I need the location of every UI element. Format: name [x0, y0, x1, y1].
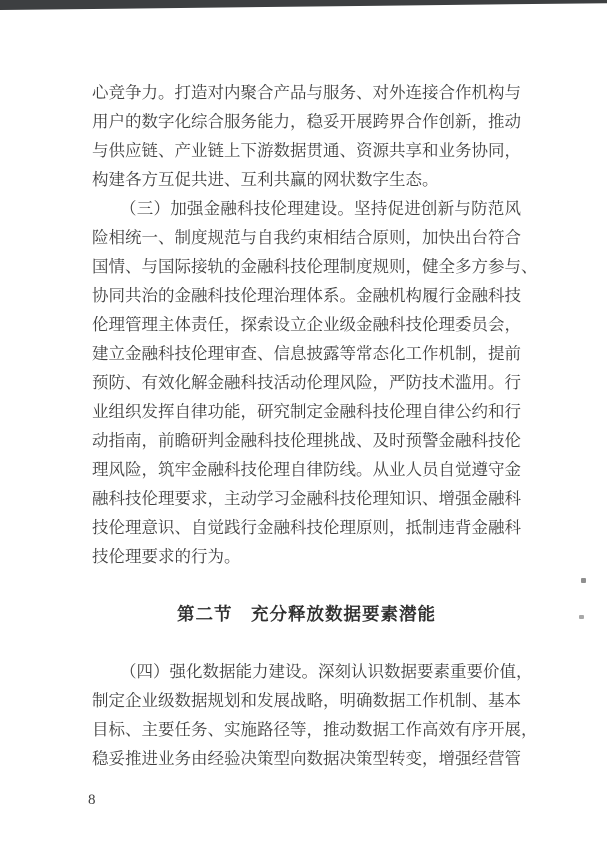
- text-line: 目标、主要任务、实施路径等，推动数据工作高效有序开展，: [92, 720, 538, 739]
- text-line: 伦理管理主体责任，探索设立企业级金融科技伦理委员会，: [92, 315, 521, 334]
- page-content: [92, 78, 538, 773]
- text-line: 国情、与国际接轨的金融科技伦理制度规则，健全多方参与、: [92, 257, 538, 276]
- scan-speck: [581, 578, 586, 583]
- paragraph-item-four: [92, 657, 538, 773]
- scan-speck: [579, 615, 584, 619]
- text-line: （三）加强金融科技伦理建设。坚持促进创新与防范风: [120, 199, 521, 218]
- text-line: 心竞争力。打造对内聚合产品与服务、对外连接合作机构与: [92, 83, 521, 102]
- text-line: 业组织发挥自律功能，研究制定金融科技伦理自律公约和行: [92, 402, 521, 421]
- text-line: 动指南，前瞻研判金融科技伦理挑战、及时预警金融科技伦: [92, 431, 521, 450]
- text-line: （四）强化数据能力建设。深刻认识数据要素重要价值，: [120, 662, 533, 681]
- text-line: 稳妥推进业务由经验决策型向数据决策型转变，增强经营管: [92, 749, 521, 768]
- section-heading: 第二节 充分释放数据要素潜能: [177, 604, 436, 624]
- text-line: 与供应链、产业链上下游数据贯通、资源共享和业务协同，: [92, 141, 521, 160]
- text-line: 构建各方互促共进、互利共赢的网状数字生态。: [92, 170, 439, 189]
- text-line: 理风险，筑牢金融科技伦理自律防线。从业人员自觉遵守金: [92, 460, 521, 479]
- text-line: 融科技伦理要求，主动学习金融科技伦理知识、增强金融科: [92, 489, 521, 508]
- scan-edge-artifact: [0, 0, 607, 10]
- paragraph-item-three: [92, 194, 538, 571]
- text-line: 制定企业级数据规划和发展战略，明确数据工作机制、基本: [92, 691, 521, 710]
- text-line: 技伦理要求的行为。: [92, 547, 241, 566]
- text-line: 建立金融科技伦理审查、信息披露等常态化工作机制，提前: [92, 344, 521, 363]
- text-line: 协同共治的金融科技伦理治理体系。金融机构履行金融科技: [92, 286, 521, 305]
- text-line: 用户的数字化综合服务能力，稳妥开展跨界合作创新，推动: [92, 112, 521, 131]
- page-number: 8: [88, 792, 96, 808]
- text-line: 险相统一、制度规范与自我约束相结合原则，加快出台符合: [92, 228, 521, 247]
- text-line: 预防、有效化解金融科技活动伦理风险，严防技术滥用。行: [92, 373, 521, 392]
- paragraph-continuation: [92, 78, 521, 194]
- text-line: 技伦理意识、自觉践行金融科技伦理原则，抵制违背金融科: [92, 518, 521, 537]
